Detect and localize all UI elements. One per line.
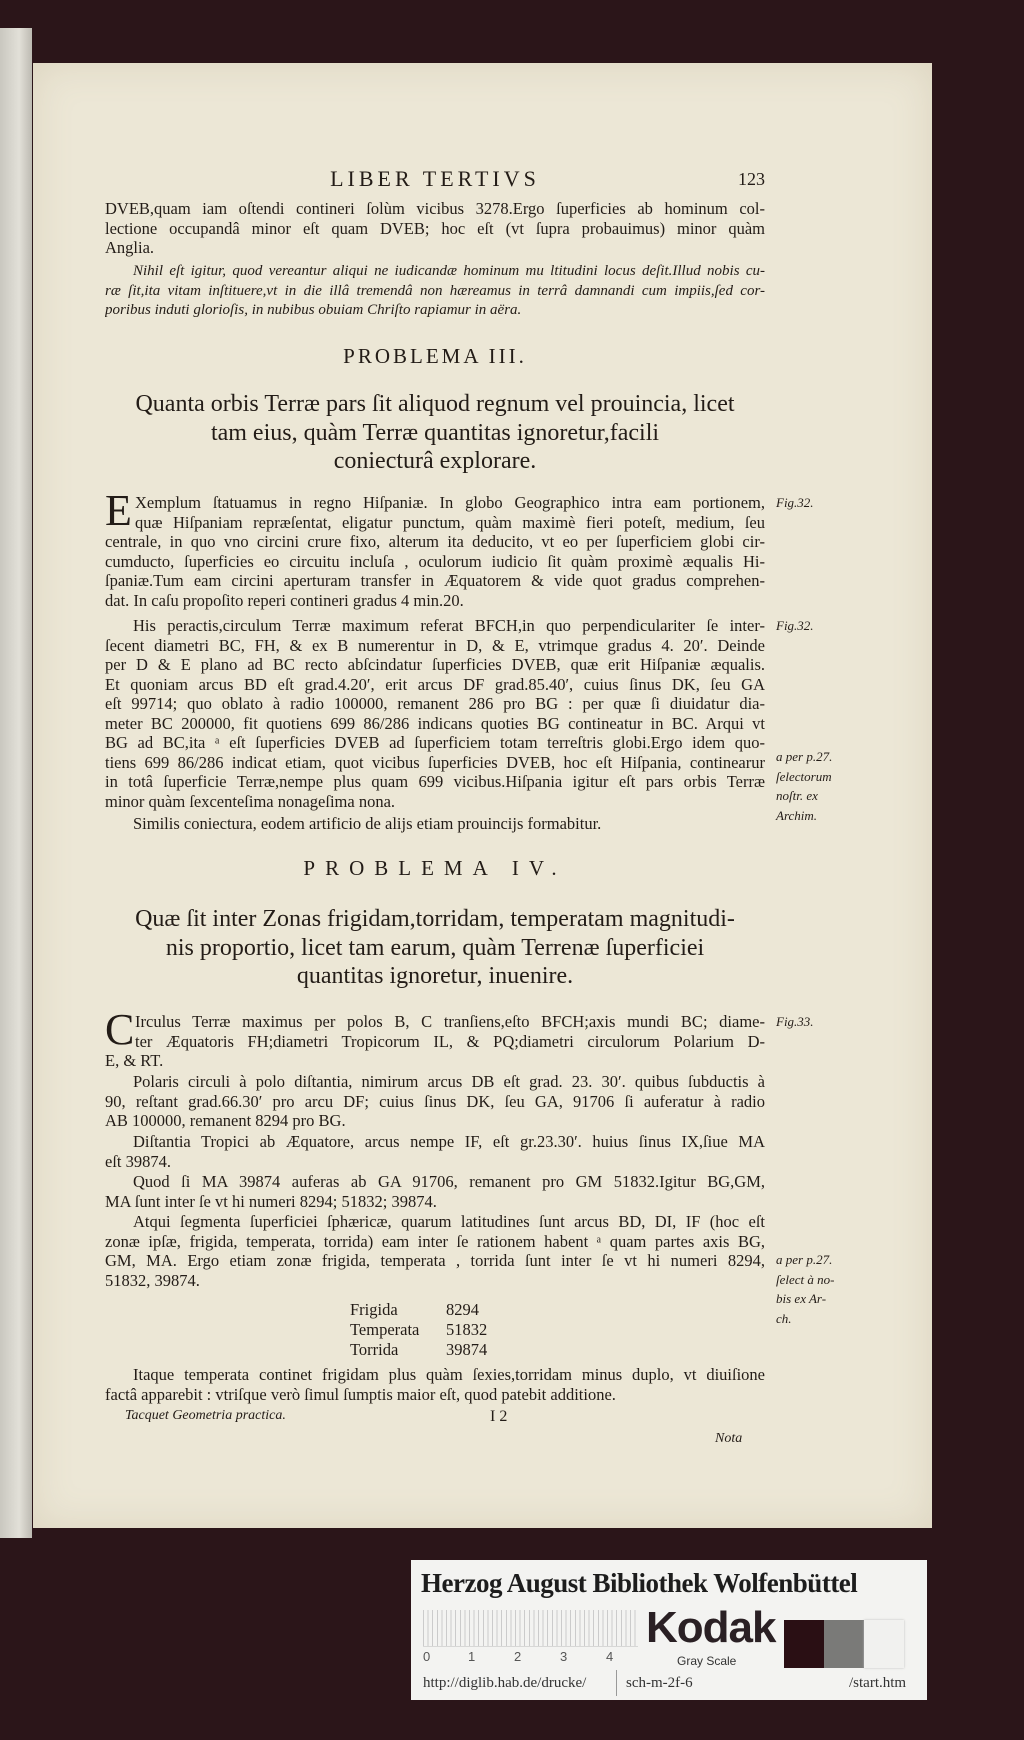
swatch-gray — [824, 1620, 864, 1668]
margin-note: Fig.32. — [776, 495, 814, 510]
text-line: Diſtantia Tropici ab Æquatore, arcus nempe IF, eſt gr.23.30′. huius ſinus IX,ſiue MA — [133, 1132, 765, 1151]
margin-note-line: ſelect à no- — [776, 1271, 835, 1287]
text-line: Atqui ſegmenta ſuperficiei ſphæricæ, quarum latitudines ſunt arcus BD, DI, IF (hoc eſt — [133, 1212, 765, 1231]
ruler-number: 0 — [423, 1649, 431, 1664]
ruler-number: 4 — [606, 1649, 614, 1664]
swatch-dark — [784, 1620, 824, 1668]
text-line: Quanta orbis Terræ pars ſit aliquod regnum vel prouincia, licet — [135, 391, 735, 417]
zone-value: 8294 — [446, 1300, 479, 1319]
text-line: per D & E plano ad BC recto abſcindatur ſuperficies DVEB, quæ erit Hiſpaniæ æqualis. — [105, 655, 765, 674]
margin-note-line: ch. — [776, 1310, 792, 1326]
kodak-logo: Kodak — [646, 1603, 776, 1652]
problem-3-heading: PROBLEMA III. — [343, 344, 527, 368]
text-line: BG ad BC,ita ᵃ eſt ſuperficies DVEB ad ſuperficiem totam terreſtris globi.Ergo idem quo- — [105, 733, 765, 752]
text-line: E, & RT. — [105, 1051, 164, 1070]
text-line: Polaris circuli à polo diſtantia, nimirum arcus DB eſt grad. 23. 30′. quibus ſubductis à — [133, 1072, 765, 1091]
zone-name: Torrida — [350, 1340, 399, 1359]
library-name: Herzog August Bibliothek Wolfenbüttel — [421, 1568, 858, 1598]
swatch-white — [864, 1620, 904, 1668]
margin-note-line: Archim. — [776, 807, 818, 823]
text-line: 51832, 39874. — [105, 1270, 200, 1290]
text-line: meter BC 200000, fit quotiens 699 86/286 indicans quoties BG contineatur in BC. Arqui vt — [105, 713, 765, 733]
margin-note: Fig.33. — [776, 1014, 814, 1029]
problem-4-paragraph-3 — [105, 1132, 765, 1171]
signature-mark: I 2 — [490, 1408, 508, 1425]
gray-scale-label: Gray Scale — [677, 1654, 737, 1668]
text-line: minor quàm ſexcenteſima nonageſima nona. — [105, 791, 396, 811]
text-line: dat. In caſu propoſito reperi contineri gradus 4 min.20. — [105, 590, 464, 610]
table-row — [350, 1340, 487, 1360]
problem-3-title — [105, 390, 765, 476]
text-line: eſt 39874. — [105, 1151, 171, 1171]
problem-4-paragraph-2 — [105, 1072, 765, 1131]
text-line: His peractis,circulum Terræ maximum referat BFCH,in quo perpendiculariter ſe inter- — [133, 616, 765, 635]
page-number: 123 — [738, 169, 765, 189]
table-row — [350, 1300, 487, 1320]
label-divider — [616, 1670, 617, 1696]
scale-ruler — [423, 1610, 638, 1647]
text-line: cumducto, ſuperficies eo circuitu incluſa , oculorum iudicio ſit quàm proximè æqualis Hi- — [105, 551, 765, 571]
text-line: ſpaniæ.Tum eam circini aperturam transfer in Æquatorem & vide quot gradus comprehen- — [105, 571, 765, 590]
paragraph-italic — [105, 262, 765, 321]
text-line: nis proportio, licet tam earum, quàm Terrenæ ſuperficiei — [165, 934, 705, 961]
text-line: centrale, in quo vno circini crure fixo, alterum ita deducito, vt eo per ſuperficiem globi cir- — [105, 532, 765, 551]
margin-note: Fig.32. — [776, 618, 814, 633]
text-line: coniecturâ explorare. — [333, 448, 537, 474]
problem-4-paragraph-5 — [105, 1212, 765, 1290]
problem-3-paragraph-1 — [105, 486, 765, 610]
url-end: /start.htm — [849, 1675, 907, 1691]
problem-4-paragraph-1 — [105, 1005, 765, 1071]
text-line: Nihil eſt igitur, quod vereantur aliqui ne iudicandæ hominum mu ltitudini locus deſit.Illud nobis cu- — [133, 263, 765, 279]
text-line: lectione occupandâ minor eſt quam DVEB; hoc eſt (vt ſupra probauimus) minor quàm — [105, 218, 765, 238]
zone-name: Temperata — [350, 1320, 420, 1339]
margin-note-line: a per p.27. — [776, 1252, 833, 1267]
zone-name: Frigida — [350, 1300, 398, 1319]
problem-4-title — [105, 905, 765, 991]
text-line: quæ Hiſpaniam repræſentat, eligatur punctum, quàm maximè fieri poteſt, medium, ſeu — [135, 512, 765, 532]
text-line: MA ſunt inter ſe vt hi numeri 8294; 51832; 39874. — [105, 1191, 437, 1211]
problem-4-paragraph-6 — [105, 1365, 765, 1404]
margin-note — [776, 747, 832, 825]
text-line: Xemplum ſtatuamus in regno Hiſpaniæ. In globo Geographico intra eam portionem, — [135, 493, 765, 512]
margin-note-line: ſelectorum — [776, 768, 832, 784]
text-line: DVEB,quam iam oſtendi contineri ſolùm vicibus 3278.Ergo ſuperficies ab hominum col- — [105, 199, 765, 218]
zone-value: 39874 — [446, 1340, 488, 1359]
text-line: Itaque temperata continet frigidam plus quàm ſexies,torridam minus duplo, vt diuiſione — [133, 1365, 765, 1384]
adjacent-page-edge — [0, 28, 32, 1538]
text-line: Anglia. — [105, 238, 155, 257]
paragraph-continuation — [105, 199, 765, 258]
text-line: Quæ ſit inter Zonas frigidam,torridam, temperatam magnitudi- — [135, 906, 735, 932]
zone-table — [350, 1300, 487, 1360]
text-line: 90, reſtant grad.66.30′ pro arcu DF; cuius ſinus DK, ſeu GA, 91706 ſi auferatur à radio — [105, 1091, 765, 1111]
text-line: quantitas ignoretur, inuenire. — [296, 963, 574, 989]
text-line: zonæ ipſæ, frigida, temperata, torrida) eam inter ſe rationem habent ᵃ quam partes axis BG, — [105, 1231, 765, 1251]
text-line: Et quoniam arcus BD eſt grad.4.20′, erit arcus DF grad.85.40′, cuius ſinus DK, ſeu GA — [105, 674, 765, 694]
margin-note-line: bis ex Ar- — [776, 1291, 827, 1306]
text-line: GM, MA. Ergo etiam zonæ frigida, temperata , torrida ſunt inter ſe vt hi numeri 8294, — [105, 1251, 765, 1270]
catchword: Nota — [715, 1431, 743, 1446]
ruler-number: 2 — [514, 1649, 522, 1664]
problem-4-paragraph-4 — [105, 1172, 765, 1211]
text-line: Similis coniectura, eodem artificio de alijs etiam prouincijs formabitur. — [133, 814, 602, 833]
running-head: LIBER TERTIVS — [330, 166, 540, 191]
text-line: poribus induti glorioſis, in nubibus obuiam Chriſto rapiamur in aëra. — [105, 302, 522, 318]
drop-cap: E — [105, 486, 132, 535]
ruler-number: 1 — [468, 1649, 476, 1664]
text-line: AB 100000, remanent 8294 pro BG. — [105, 1111, 346, 1130]
text-line: factâ apparebit : vtriſque verò ſimul ſumptis maior eſt, quod patebit additione. — [105, 1384, 616, 1404]
zone-value: 51832 — [446, 1320, 488, 1339]
text-line: eſt 99714; quo oblato à radio 100000, remanent 286 pro BG : per quæ ſi diuidatur dia- — [105, 694, 765, 713]
text-line: Quod ſi MA 39874 auferas ab GA 91706, remanent pro GM 51832.Igitur BG,GM, — [133, 1172, 765, 1191]
problem-3-paragraph-2 — [105, 616, 765, 811]
problem-3-paragraph-3 — [105, 814, 765, 834]
shelfmark: sch-m-2f-6 — [626, 1675, 693, 1691]
text-line: Irculus Terræ maximus per polos B, C tranſiens,eſto BFCH;axis mundi BC; diame- — [135, 1012, 765, 1031]
url-base: http://diglib.hab.de/drucke/ — [423, 1675, 587, 1691]
margin-note — [776, 1250, 834, 1328]
text-line: in totâ ſuperficie Terræ,nempe plus quam 699 vicibus.Hiſpania igitur eſt pars orbis Terræ — [105, 772, 765, 791]
ruler-number: 3 — [560, 1649, 568, 1664]
problem-4-heading: PROBLEMA IV. — [303, 856, 567, 880]
margin-note-line: a per p.27. — [776, 749, 833, 764]
text-line: tiens 699 86/286 indicat etiam, quot vicibus ſuperficies DVEB, hoc eſt Hiſpania, continearur — [105, 752, 765, 772]
margin-note-line: noſtr. ex — [776, 788, 818, 803]
text-line: ſecent diametri BC, FH, & ex B numerentur in D, & E, vtrimque gradus 4. 20′. Deinde — [105, 635, 765, 655]
catchline: Tacquet Geometria practica. — [125, 1408, 286, 1423]
text-line: tam eius, quàm Terræ quantitas ignoretur,facili — [210, 419, 660, 446]
library-color-card — [411, 1560, 927, 1700]
text-line: ter Æquatoris FH;diametri Tropicorum IL, & PQ;diametri circulorum Polarium D- — [135, 1031, 765, 1051]
drop-cap: C — [105, 1005, 135, 1054]
table-row — [350, 1320, 487, 1340]
text-line: ræ ſit,ita vitam inſtituere,vt in die illâ tremendâ non hæreamus in terrâ damnandi cum impiis,ſed cor- — [105, 282, 765, 299]
